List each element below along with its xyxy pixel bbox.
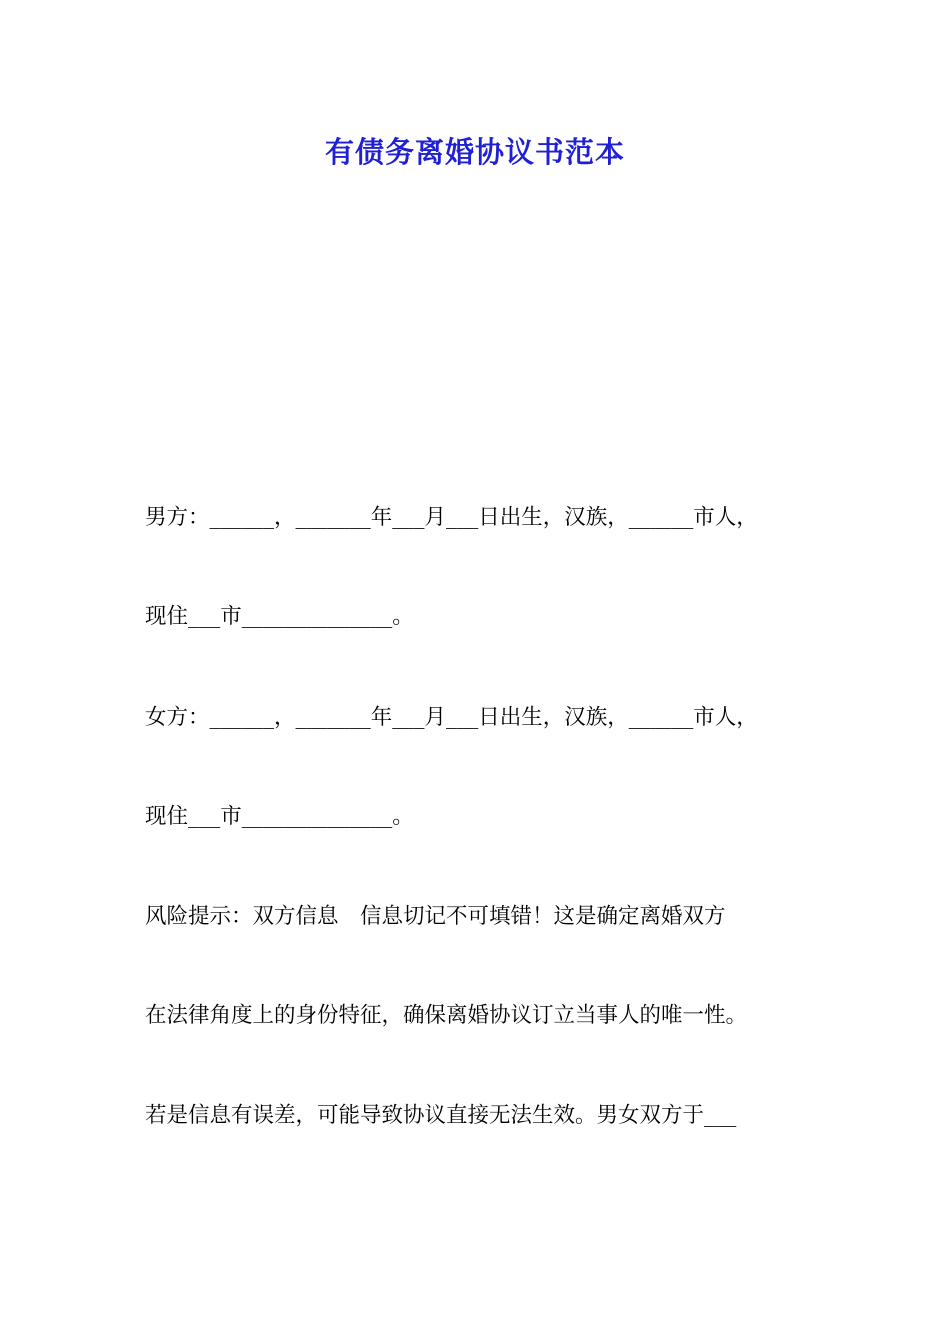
risk-warning-line-3: 若是信息有误差，可能导致协议直接无法生效。男女双方于___ [145,1103,737,1128]
male-party-info-line: 男方：______，_______年___月___日出生，汉族，______市人， [145,505,758,530]
male-party-address-line: 现住___市______________。 [145,604,414,629]
female-party-address-line: 现住___市______________。 [145,804,414,829]
risk-warning-line-1: 风险提示：双方信息 信息切记不可填错！这是确定离婚双方 [145,904,726,929]
document-title: 有债务离婚协议书范本 [324,135,625,169]
female-party-info-line: 女方：______，_______年___月___日出生，汉族，______市人， [145,705,758,730]
risk-warning-line-2: 在法律角度上的身份特征，确保离婚协议订立当事人的唯一性。 [145,1003,748,1028]
